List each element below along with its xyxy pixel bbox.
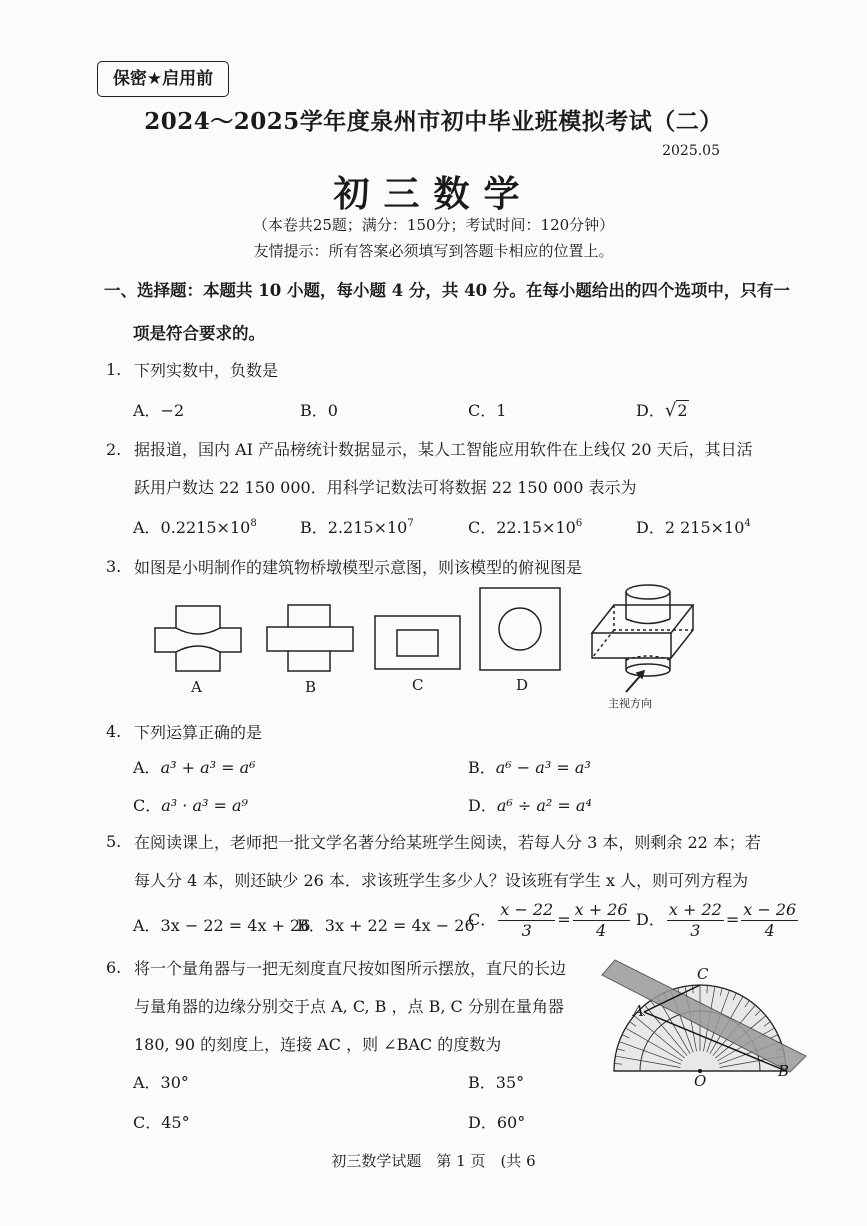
q4-text: 下列运算正确的是: [134, 723, 263, 742]
q2-option-c: C．$22.15\times 10^6$: [468, 518, 583, 537]
q4-number: 4.: [106, 722, 122, 741]
q2-text-line2: 跃用户数达 22 150 000．用科学记数法可将数据 22 150 000 表示为: [134, 478, 637, 497]
q3-label-c: C: [412, 676, 424, 694]
q2-option-a: A．$0.2215\times 10^8$: [133, 518, 257, 537]
q4-option-c: C．a³ · a³ = a⁹: [133, 796, 248, 815]
q3-label-d: D: [516, 676, 529, 694]
exam-date: 2025.05: [662, 143, 720, 159]
q4-option-a: A．a³ + a³ = a⁶: [133, 758, 256, 777]
confidential-label: 保密★启用前: [97, 61, 229, 97]
q6-text-line3: 180, 90 的刻度上，连接 AC ，则 ∠BAC 的度数为: [134, 1035, 502, 1054]
exam-tip: 友情提示：所有答案必须填写到答题卡相应的位置上。: [253, 242, 614, 260]
section-heading-line2: 项是符合要求的。: [133, 324, 265, 343]
q1-option-d: D．√2: [636, 400, 688, 421]
q6-point-b: B: [778, 1062, 790, 1080]
q2-option-b: B．$2.215\times 10^7$: [300, 518, 414, 537]
q5-option-b: B．3x + 22 = 4x − 26: [297, 916, 475, 935]
exam-title: 2024～2025学年度泉州市初中毕业班模拟考试（二）: [144, 108, 723, 135]
exam-info: （本卷共25题；满分：150分；考试时间：120分钟）: [252, 216, 615, 234]
q1-option-c: C．1: [468, 401, 507, 420]
section-heading-line1: 一、选择题：本题共 10 小题，每小题 4 分，共 40 分。在每小题给出的四个选项中，只有一: [104, 281, 790, 300]
q5-option-a: A．3x − 22 = 4x + 26: [133, 916, 311, 935]
q1-number: 1.: [106, 360, 122, 379]
q5-text-line2: 每人分 4 本，则还缺少 26 本．求该班学生多少人？设该班有学生 x 人，则可列方程为: [134, 871, 749, 890]
q4-option-b: B．a⁶ − a³ = a³: [468, 758, 591, 777]
q5-text-line1: 在阅读课上，老师把一批文学名著分给某班学生阅读，若每人分 3 本，则剩余 22 本；若: [134, 833, 761, 852]
q2-option-d: D．2 $215\times 10^4$: [636, 518, 751, 537]
q1-option-a: A．−2: [133, 401, 185, 420]
q5-number: 5.: [106, 832, 122, 851]
q6-point-o: O: [694, 1072, 707, 1090]
q6-option-d: D．60°: [468, 1113, 526, 1132]
q6-text-line1: 将一个量角器与一把无刻度直尺按如图所示摆放，直尺的长边: [134, 959, 567, 978]
q5-option-c: C． $\frac{x - 22}{3}$ = $\frac{x + 26}{4}$: [468, 900, 628, 940]
q6-number: 6.: [106, 958, 122, 977]
q1-option-b: B．0: [300, 401, 338, 420]
q6-point-a: A: [633, 1002, 644, 1020]
q3-number: 3.: [106, 557, 122, 576]
q3-view-direction-label: 主视方向: [608, 697, 652, 710]
q5-option-d: D． $\frac{x + 22}{3}$ = $\frac{x - 26}{4}$: [636, 900, 797, 940]
q2-number: 2.: [106, 440, 122, 459]
q3-label-a: A: [191, 678, 202, 696]
q1-text: 下列实数中，负数是: [134, 361, 279, 380]
q6-option-a: A．30°: [133, 1073, 189, 1092]
q4-option-d: D．a⁶ ÷ a² = a⁴: [468, 796, 592, 815]
q6-option-c: C．45°: [133, 1113, 190, 1132]
page-footer: 初三数学试题 第 1 页 (共 6: [331, 1152, 536, 1170]
q3-text: 如图是小明制作的建筑物桥墩模型示意图，则该模型的俯视图是: [134, 558, 583, 577]
subject-title: 初三数学: [333, 173, 534, 215]
q6-text-line2: 与量角器的边缘分别交于点 A, C, B ，点 B, C 分别在量角器: [134, 997, 564, 1016]
q3-label-b: B: [305, 678, 317, 696]
q6-point-c: C: [697, 965, 709, 983]
q2-text-line1: 据报道，国内 AI 产品榜统计数据显示，某人工智能应用软件在上线仅 20 天后，其日活: [134, 440, 753, 459]
q6-option-b: B．35°: [468, 1073, 525, 1092]
